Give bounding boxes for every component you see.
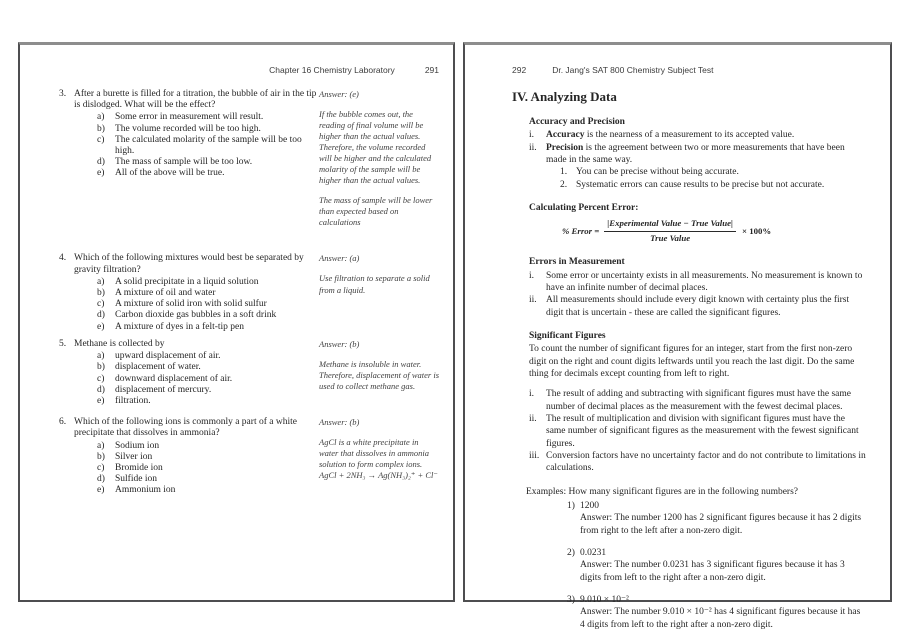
answer-label: Answer: (b) <box>319 417 360 428</box>
option-row: b) The volume recorded will be too high. <box>97 123 261 134</box>
option-row: c) The calculated molarity of the sample will be too high. <box>97 134 302 157</box>
example-answer: Answer: The number 1200 has 2 significant figures because it has 2 digits from right to the left after a non-zero digit. <box>580 513 862 536</box>
example-value: 0.0231 <box>580 548 607 559</box>
examples-intro: Examples: How many significant figures are in the following numbers? <box>526 486 799 497</box>
question-block-5 <box>59 339 439 407</box>
left-page-header <box>59 65 439 75</box>
left-page <box>18 42 455 602</box>
book-spread <box>18 42 892 630</box>
example-value: 9.010 × 10⁻² <box>580 595 629 606</box>
question-block-6 <box>59 417 439 496</box>
subsection-heading: Errors in Measurement <box>529 257 625 268</box>
example-answer: Answer: The number 0.0231 has 3 significant figures because it has 3 digits from left to the right after a non-zero digit. <box>580 560 845 583</box>
question-number: 3. <box>59 89 67 99</box>
percent-error-formula: % Error = $\frac{\text{|Experimental Value − True Value|}}{\text{True Value}}$ × 100% <box>562 218 772 243</box>
list-item: ii. Precision is the agreement between two or more measurements that have been made in the same way. <box>529 142 845 165</box>
option-row: c) Bromide ion <box>97 462 163 473</box>
option-row: d) displacement of mercury. <box>97 384 212 395</box>
chemical-equation: AgCl + 2NH₃ → Ag(NH₃)₂⁺ + Cl⁻ <box>319 470 438 481</box>
option-row: e) filtration. <box>97 395 151 406</box>
question-text: After a burette is filled for a titration, the bubble of air in the tip is dislodged. What will be the effect? <box>74 89 317 111</box>
list-item: i. Accuracy is the nearness of a measurement to its accepted value. <box>529 130 795 141</box>
list-item: i. The result of adding and subtracting with significant figures must have the same number of decimal places as the measurement with the fewest decimal places. <box>529 389 851 412</box>
subsection-heading: Significant Figures <box>529 330 606 341</box>
section-title: IV. Analyzing Data <box>512 89 617 105</box>
example-item: 1) 1200 Answer: The number 1200 has 2 significant figures because it has 2 digits from right to the left after a non-zero digit. <box>567 500 866 537</box>
answer-label: Answer: (b) <box>319 338 360 349</box>
option-row: b) displacement of water. <box>97 362 201 373</box>
option-row: b) A mixture of oil and water <box>97 288 216 299</box>
question-number: 6. <box>59 417 67 428</box>
option-row: a) Sodium ion <box>97 440 160 451</box>
subsection-heading: Accuracy and Precision <box>529 116 625 127</box>
option-row: c) downward displacement of air. <box>97 373 233 384</box>
percent-error-section <box>529 202 866 214</box>
answer-note: Use filtration to separate a solid from a liquid. <box>319 273 430 295</box>
question-text: Which of the following ions is commonly a part of a white precipitate that dissolves in ammonia? <box>74 417 297 439</box>
subsection-heading: Calculating Percent Error: <box>529 203 639 213</box>
page-number: 292 <box>512 65 527 75</box>
option-row: d) Sulfide ion <box>97 474 157 485</box>
question-number: 4. <box>59 253 67 264</box>
list-item: ii. All measurements should include every digit known with certainty plus the first digit that is uncertain - these are called the significant figures. <box>529 295 850 318</box>
answer-note: If the bubble comes out, the reading of final volume will be higher than the actual values. Therefore, the volume recorded will be higher and the calculated molarity of the sample will be higher than the actual values. <box>319 109 432 186</box>
example-value: 1200 <box>580 501 599 512</box>
fraction: $\frac{\text{|Experimental Value − True Value|}}{\text{True Value}}$ <box>604 218 736 244</box>
example-item: 3) 9.010 × 10⁻² Answer: The number 9.010 × 10⁻² has 4 significant figures because it has 4 digits from left to the right after a non-zero digit. <box>567 594 866 631</box>
option-row: d) The mass of sample will be too low. <box>97 157 253 168</box>
question-text: Methane is collected by <box>74 338 165 349</box>
question-text: Which of the following mixtures would best be separated by gravity filtration? <box>74 253 304 275</box>
chapter-title: Chapter 16 Chemistry Laboratory <box>269 65 395 75</box>
book-title: Dr. Jang's SAT 800 Chemistry Subject Test <box>552 65 714 75</box>
list-item: iii. Conversion factors have no uncertainty factor and do not contribute to limitations in calculations. <box>529 451 866 474</box>
option-row: c) A mixture of solid iron with solid sulfur <box>97 299 267 310</box>
example-answer: Answer: The number 9.010 × 10⁻² has 4 significant figures because it has 4 digits from left to the right after a non-zero digit. <box>580 607 861 630</box>
answer-label: Answer: (e) <box>319 89 359 99</box>
paragraph: To count the number of significant figures for an integer, start from the first non-zero digit on the right and count digits leftwards until you reach the last digit. Do the same thing for decimals except counting from left to right. <box>529 344 855 379</box>
example-item: 2) 0.0231 Answer: The number 0.0231 has 3 significant figures because it has 3 digits from left to the right after a non-zero digit. <box>567 547 866 584</box>
right-page-header <box>512 65 866 76</box>
option-row: d) Carbon dioxide gas bubbles in a soft drink <box>97 310 277 321</box>
answer-label: Answer: (a) <box>319 253 360 264</box>
option-row: b) Silver ion <box>97 451 153 462</box>
option-row: a) Some error in measurement will result. <box>97 112 264 123</box>
accuracy-precision-section <box>529 116 866 191</box>
option-row: e) Ammonium ion <box>97 485 176 496</box>
list-item: i. Some error or uncertainty exists in all measurements. No measurement is known to have an infinite number of decimal places. <box>529 270 863 293</box>
list-item: 2. Systematic errors can cause results to be precise but not accurate. <box>560 179 825 190</box>
question-number: 5. <box>59 338 67 349</box>
question-block-3 <box>59 89 439 237</box>
examples-section <box>526 486 866 631</box>
answer-note: The mass of sample will be lower than expected based on calculations <box>319 195 433 228</box>
answer-note: Methane is insoluble in water. Therefore, displacement of water is used to collect methane gas. <box>319 358 440 391</box>
option-row: a) A solid precipitate in a liquid solution <box>97 276 259 287</box>
option-row: a) upward displacement of air. <box>97 351 221 362</box>
option-row: e) All of the above will be true. <box>97 168 225 179</box>
list-item: ii. The result of multiplication and division with significant figures must have the same number of significant figures as the measurement with the fewest significant figures. <box>529 413 859 449</box>
significant-figures-section <box>529 330 866 475</box>
right-page <box>463 42 892 630</box>
list-item: 1. You can be precise without being accurate. <box>560 167 739 178</box>
question-block-4 <box>59 253 439 332</box>
errors-measurement-section <box>529 256 866 319</box>
option-row: e) A mixture of dyes in a felt-tip pen <box>97 321 245 332</box>
answer-note: AgCl is a white precipitate in water that dissolves in ammonia solution to form complex ions. <box>319 437 430 470</box>
page-number: 291 <box>424 65 439 75</box>
